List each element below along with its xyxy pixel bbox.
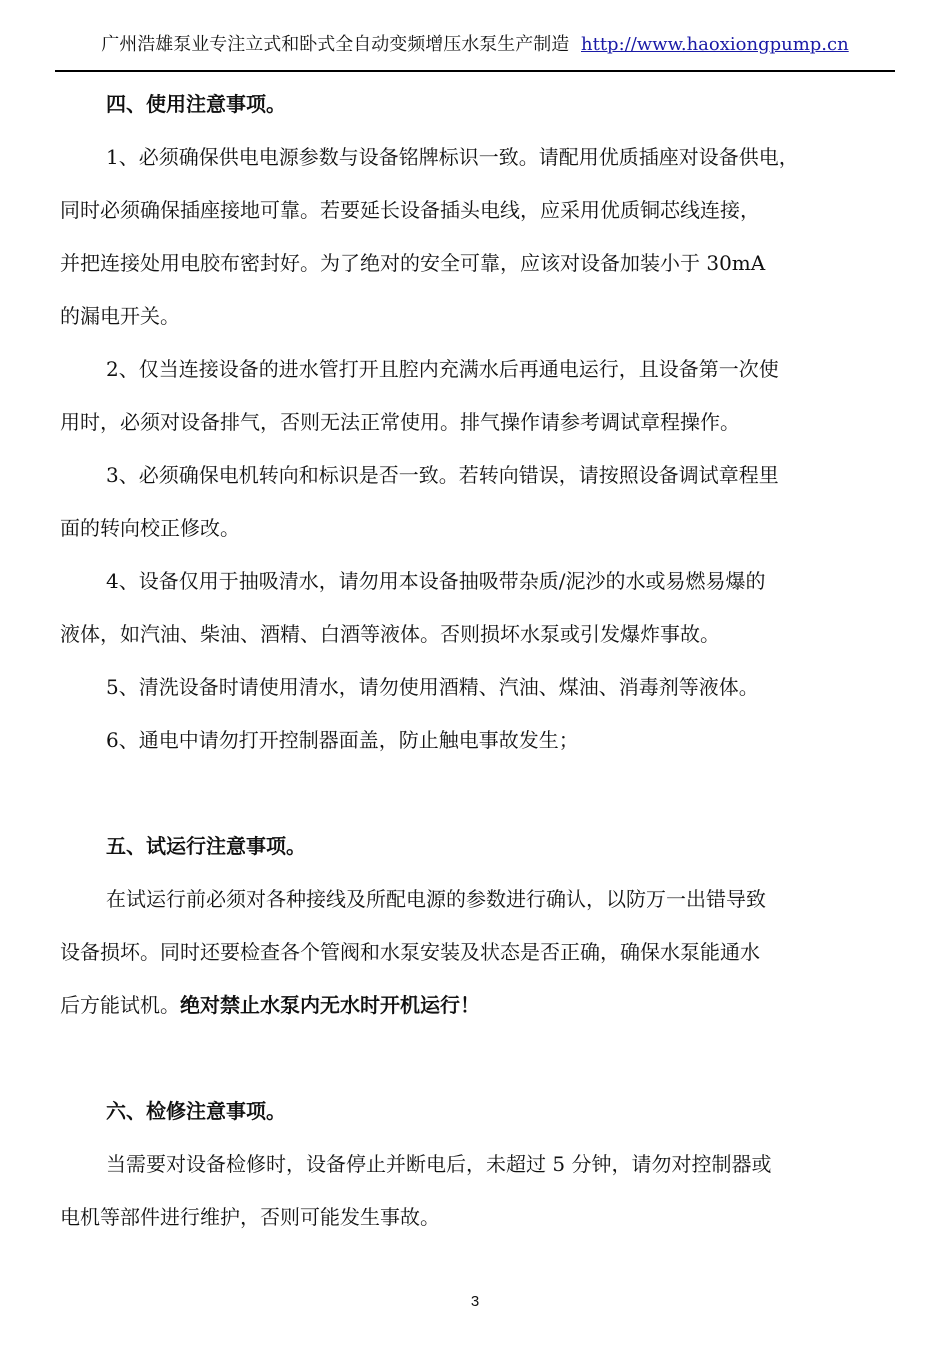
document-body (60, 78, 892, 1244)
paragraph-line: 同时必须确保插座接地可靠。若要延长设备插头电线，应采用优质铜芯线连接， (60, 198, 760, 222)
section-heading-trial-run-notes: 五、试运行注意事项。 (106, 834, 306, 858)
header-text: 广州浩雄泵业专注立式和卧式全自动变频增压水泵生产制造 (101, 34, 570, 55)
paragraph-line: 面的转向校正修改。 (60, 516, 240, 540)
paragraph-line: 电机等部件进行维护，否则可能发生事故。 (60, 1205, 440, 1229)
section-spacer (60, 767, 892, 820)
paragraph-text: 后方能试机。 (60, 993, 180, 1017)
header-link[interactable]: http://www.haoxiongpump.cn (581, 34, 849, 55)
section-heading-usage-notes: 四、使用注意事项。 (106, 92, 286, 116)
paragraph-line: 1、必须确保供电电源参数与设备铭牌标识一致。请配用优质插座对设备供电， (106, 145, 799, 169)
paragraph-line: 的漏电开关。 (60, 304, 180, 328)
paragraph-line (60, 979, 892, 1032)
page-number: 3 (470, 1293, 480, 1310)
paragraph-line: 5、清洗设备时请使用清水，请勿使用酒精、汽油、煤油、消毒剂等液体。 (106, 675, 759, 699)
paragraph-line: 4、设备仅用于抽吸清水，请勿用本设备抽吸带杂质/泥沙的水或易燃易爆的 (106, 569, 766, 593)
section-heading-maintenance-notes: 六、检修注意事项。 (106, 1099, 286, 1123)
paragraph-line: 设备损坏。同时还要检查各个管阀和水泵安装及状态是否正确，确保水泵能通水 (60, 940, 760, 964)
paragraph-line: 液体，如汽油、柴油、酒精、白酒等液体。否则损坏水泵或引发爆炸事故。 (60, 622, 720, 646)
paragraph-line: 在试运行前必须对各种接线及所配电源的参数进行确认，以防万一出错导致 (106, 887, 766, 911)
warning-text: 绝对禁止水泵内无水时开机运行！ (180, 993, 480, 1017)
paragraph-line: 用时，必须对设备排气，否则无法正常使用。排气操作请参考调试章程操作。 (60, 410, 740, 434)
section-spacer (60, 1032, 892, 1085)
paragraph-line: 当需要对设备检修时，设备停止并断电后，未超过 5 分钟，请勿对控制器或 (106, 1152, 772, 1176)
header-divider (55, 70, 895, 72)
paragraph-line: 并把连接处用电胶布密封好。为了绝对的安全可靠，应该对设备加装小于 30mA (60, 251, 766, 275)
paragraph-line: 6、通电中请勿打开控制器面盖，防止触电事故发生； (106, 728, 579, 752)
paragraph-line: 3、必须确保电机转向和标识是否一致。若转向错误，请按照设备调试章程里 (106, 463, 779, 487)
paragraph-line: 2、仅当连接设备的进水管打开且腔内充满水后再通电运行，且设备第一次使 (106, 357, 779, 381)
page-header (55, 30, 895, 60)
